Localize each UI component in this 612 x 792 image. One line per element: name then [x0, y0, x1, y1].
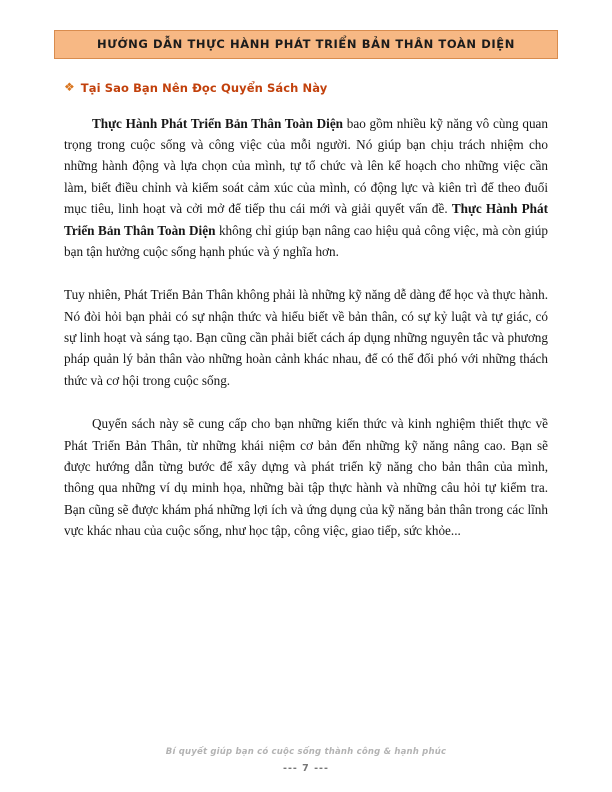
header-banner [54, 30, 558, 59]
paragraph-text: Tuy nhiên, Phát Triển Bản Thân không phải là những kỹ năng dễ dàng để học và thực hành. Nó đòi hỏi bạn phải có sự nhận thức và hiểu biết về bản thân, có sự kỷ luật và tự giác, có sự linh hoạt và sáng tạo. Bạn cũng cần phải biết cách áp dụng những nguyên tắc và phương pháp quản lý bản thân vào những hoàn cảnh khác nhau, để có thể đối phó với những thách thức và cơ hội trong cuộc sống. [64, 287, 548, 388]
paragraph [64, 284, 548, 391]
paragraph-text: bao gồm nhiều kỹ năng vô cùng quan trọng trong cuộc sống và công việc của mỗi người. Nó giúp bạn chịu trách nhiệm cho những hành động và lựa chọn của mình, tự tổ chức và lên kế hoạch cho những việc cần làm, biết điều chỉnh và kiểm soát cảm xúc của mình, có động lực và kiên trì để theo đuổi mục tiêu, linh hoạt và cởi mở để tiếp thu cái mới và giải quyết vấn đề. [64, 115, 548, 217]
paragraph [64, 113, 548, 263]
section-title: Tại Sao Bạn Nên Đọc Quyển Sách Này [80, 80, 328, 95]
page-number: --- 7 --- [283, 763, 329, 774]
body-content [64, 113, 548, 542]
paragraph [64, 413, 548, 541]
paragraph-text: không chỉ giúp bạn nâng cao hiệu quả công việc, mà còn giúp bạn tận hưởng cuộc sống hạnh phúc và ý nghĩa hơn. [64, 222, 548, 259]
section-heading [64, 81, 576, 95]
emphasis-text: Thực Hành Phát Triển Bản Thân Toàn Diện [92, 115, 344, 131]
emphasis-text: Thực Hành Phát Triển Bản Thân Toàn Diện [64, 201, 548, 238]
banner-title: HƯỚNG DẪN THỰC HÀNH PHÁT TRIỂN BẢN THÂN TOÀN DIỆN [97, 37, 515, 51]
diamond-bullet-icon: ❖ [64, 79, 75, 94]
page-footer [0, 747, 612, 774]
paragraph-text: Quyển sách này sẽ cung cấp cho bạn những kiến thức và kinh nghiệm thiết thực về Phát Triển Bản Thân, từ những khái niệm cơ bản đến những kỹ năng nâng cao. Bạn sẽ được hướng dẫn từng bước để xây dựng và phát triển kỹ năng cho bản thân của mình, thông qua những ví dụ minh họa, những bài tập thực hành và những câu hỏi tự kiểm tra. Bạn cũng sẽ được khám phá những lợi ích và ứng dụng của kỹ năng bản thân trong các lĩnh vực khác nhau của cuộc sống, như học tập, công việc, giao tiếp, sức khỏe... [64, 416, 548, 539]
footer-note: Bí quyết giúp bạn có cuộc sống thành công & hạnh phúc [165, 747, 447, 757]
